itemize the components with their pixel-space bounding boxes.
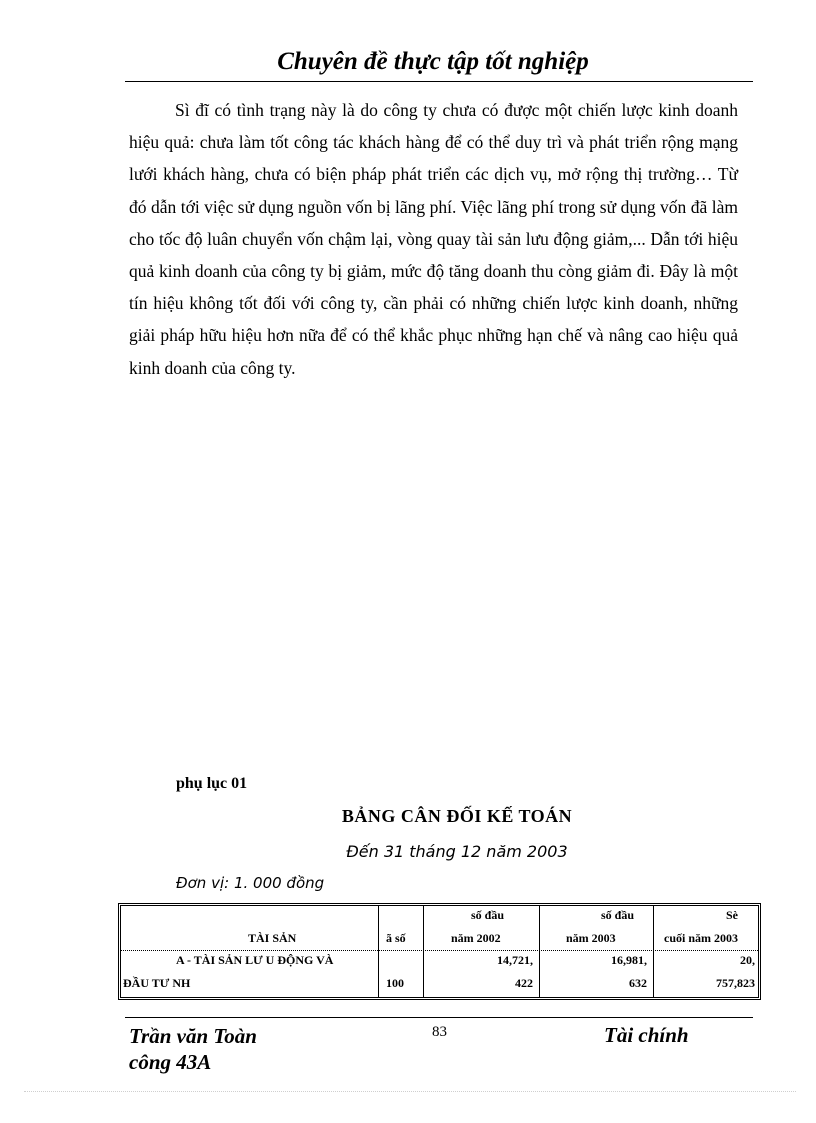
header-row-divider [121,950,758,951]
header-divider [125,81,753,82]
footer-author-line1: Trần văn Toàn [129,1024,257,1048]
row-end-2003-line2: 757,823 [716,976,755,990]
table-title: BẢNG CÂN ĐỐI KẾ TOÁN [341,806,573,826]
row-begin-2003-line1: 16,981, [611,953,647,967]
column-divider [423,906,424,997]
page-number: 83 [432,1024,447,1040]
row-begin-2002-line1: 14,721, [497,953,533,967]
footer-department: Tài chính [604,1023,689,1047]
header-begin-2003-line1: số đầu [601,908,635,922]
column-divider [539,906,540,997]
header-begin-2003-line2: năm 2003 [566,931,616,945]
column-divider [378,906,379,997]
row-code: 100 [386,976,404,990]
header-begin-2002-line2: năm 2002 [451,931,501,945]
unit-label: Đơn vị: 1. 000 đồng [176,874,325,892]
row-begin-2002-line2: 422 [515,976,533,990]
footer-author-line2: công 43A [129,1050,212,1074]
balance-sheet-table [118,903,761,1000]
row-asset-line2: ĐẦU TƯ NH [123,976,191,990]
header-code: ã số [386,931,406,945]
row-begin-2003-line2: 632 [629,976,647,990]
column-divider [653,906,654,997]
body-paragraph: Sì đĩ có tình trạng này là do công ty chưa có được một chiến lược kinh doanh hiệu quả: chưa làm tốt công tác khách hàng để có thể duy trì và phát triển rộng mạng lưới khách hàng, chưa có biện pháp phát triển các dịch vụ, mở rộng thị trường… Từ đó dẫn tới việc sử dụng nguồn vốn bị lãng phí. Việc lãng phí trong sử dụng vốn đã làm cho tốc độ luân chuyển vốn chậm lại, vòng quay tài sản lưu động giảm,... Dẫn tới hiệu quả kinh doanh của công ty bị giảm, mức độ tăng doanh thu còng giảm đi. Đây là một tín hiệu không tốt đối với công ty, cần phải có những chiến lược kinh doanh, những giải pháp hữu hiệu hơn nữa để có thể khắc phục những hạn chế và nâng cao hiệu quả kinh doanh của công ty. [129,100,738,378]
page-bottom-divider [24,1091,796,1092]
footer-author [129,1023,257,1075]
header-asset: TÀI SẢN [248,931,297,945]
body-text [129,94,738,384]
header-end-2003-line1: Sè [726,908,738,922]
row-asset-line1: A - TÀI SẢN LƯ U ĐỘNG VÀ [176,953,334,967]
header-begin-2002-line1: số đầu [471,908,505,922]
header-end-2003-line2: cuối năm 2003 [664,931,739,945]
table-subtitle: Đến 31 tháng 12 năm 2003 [346,842,568,861]
row-end-2003-line1: 20, [740,953,755,967]
footer-divider [125,1017,753,1018]
page-header-title: Chuyên đề thực tập tốt nghiệp [277,48,589,75]
appendix-label: phụ lục 01 [176,775,248,792]
